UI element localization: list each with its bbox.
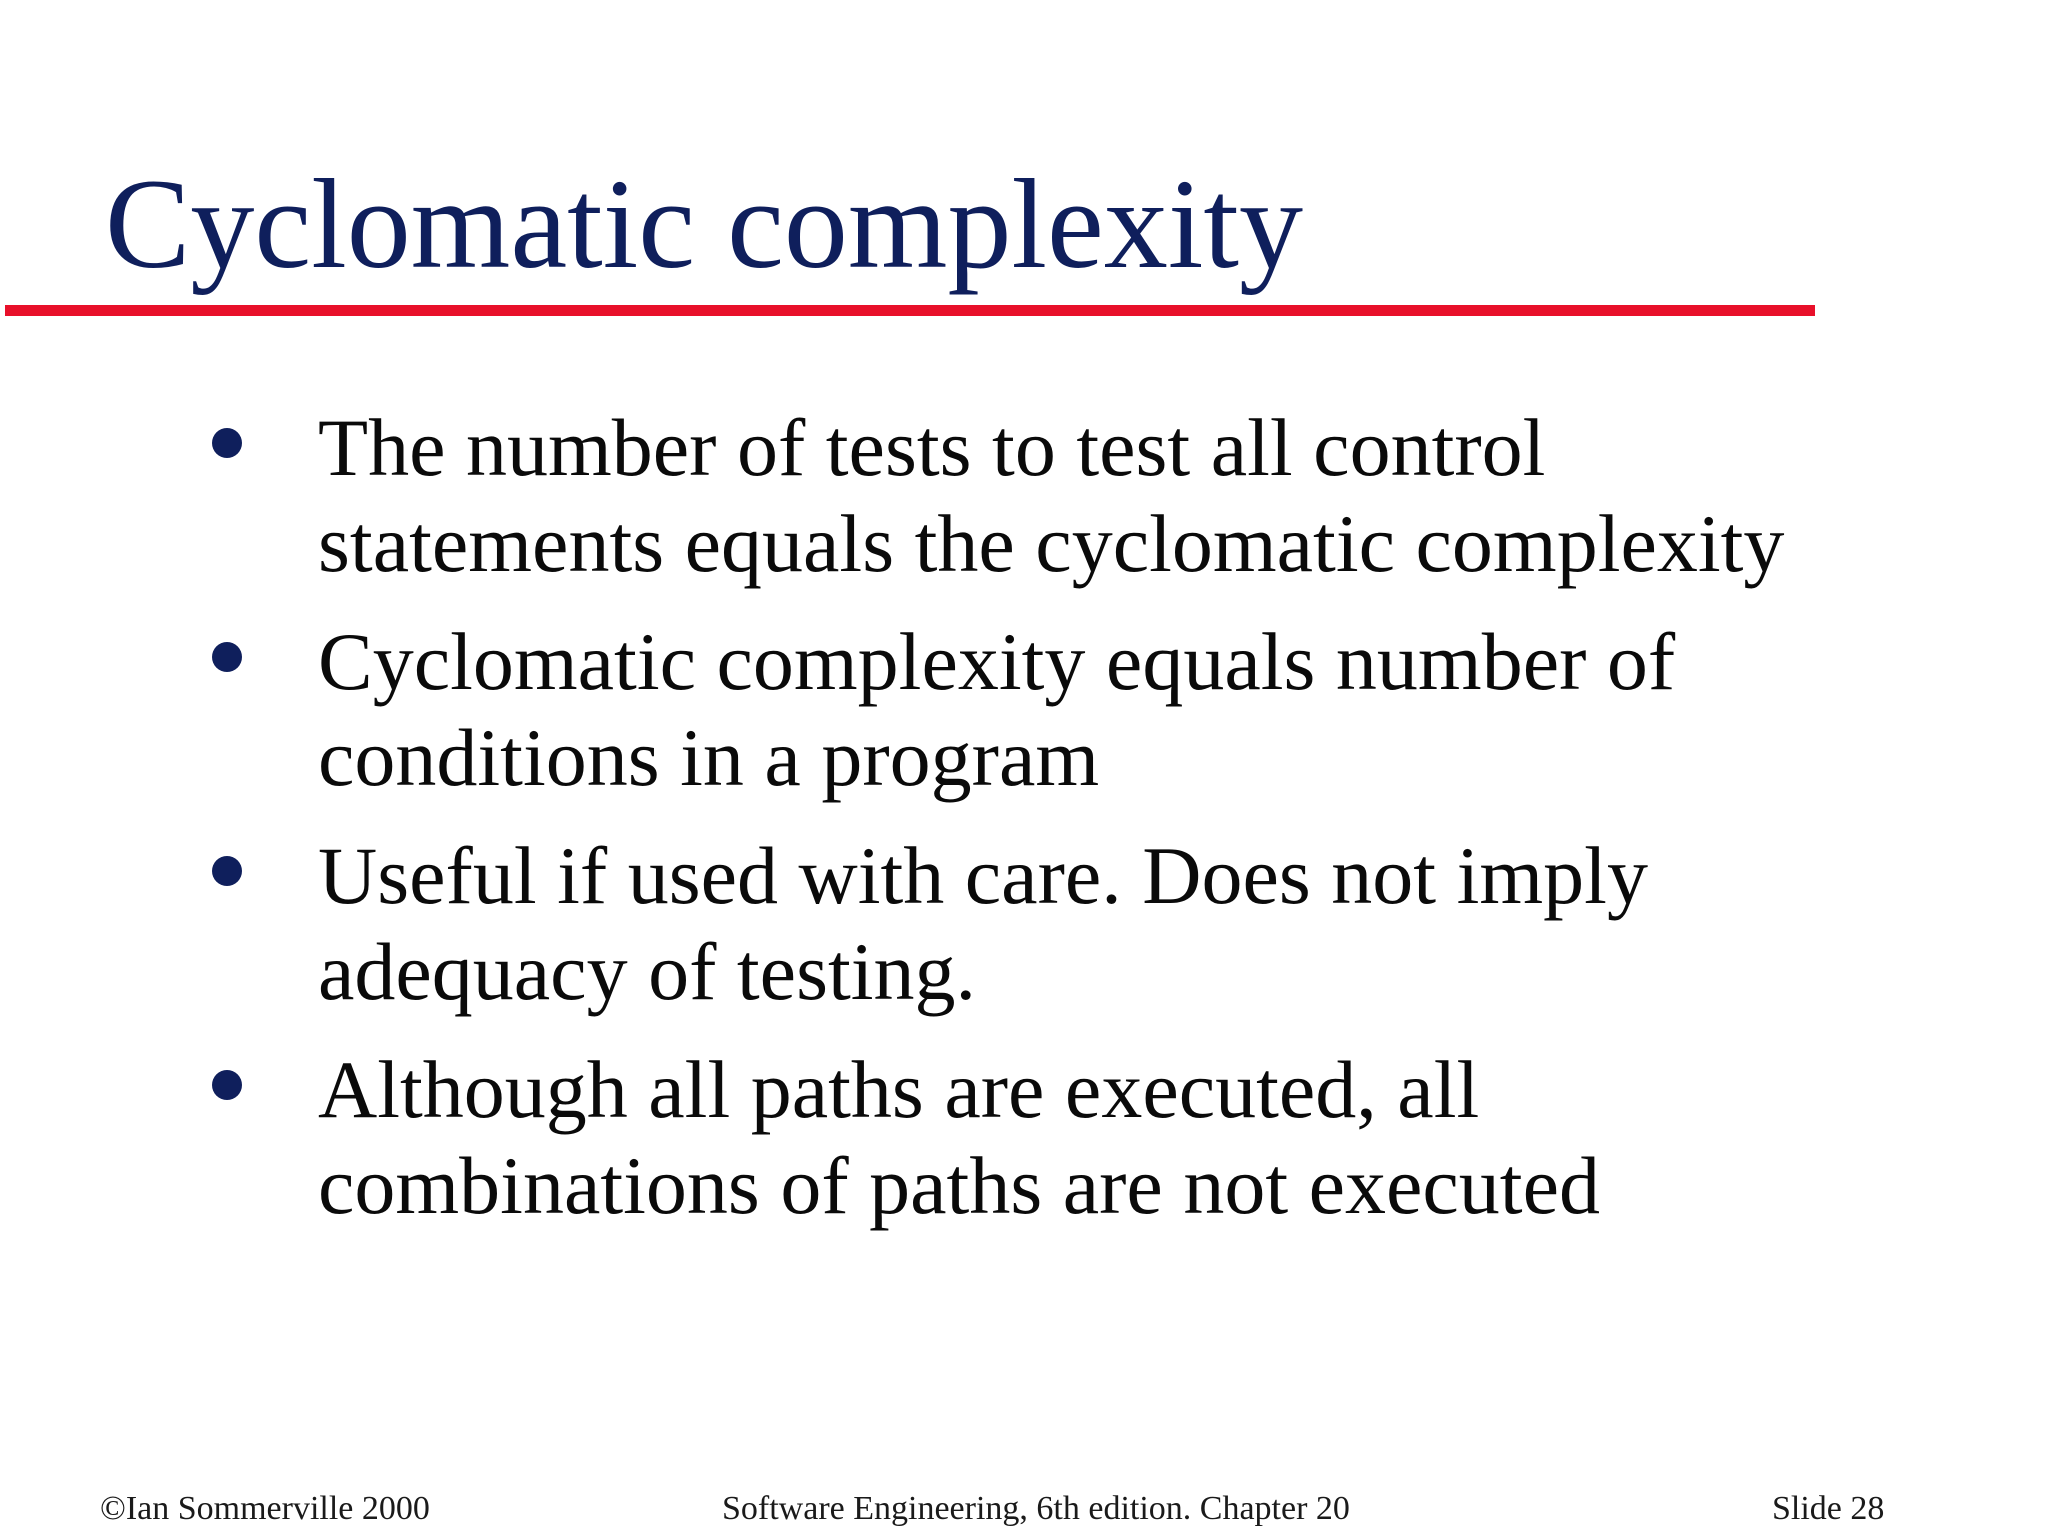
bullet-item <box>200 1042 1900 1234</box>
bullet-text: The number of tests to test all control statements equals the cyclomatic complexity <box>318 402 1785 589</box>
bullet-dot-icon <box>212 856 242 886</box>
footer-slide-number: Slide 28 <box>1772 1490 1885 1527</box>
bullet-text: Useful if used with care. Does not imply adequacy of testing. <box>318 830 1648 1017</box>
bullet-item <box>200 400 1900 592</box>
bullet-text: Cyclomatic complexity equals number of conditions in a program <box>318 616 1676 803</box>
bullet-text: Although all paths are executed, all combinations of paths are not executed <box>318 1044 1600 1231</box>
slide-title: Cyclomatic complexity <box>105 153 1303 295</box>
bullet-dot-icon <box>212 428 242 458</box>
footer-book-title: Software Engineering, 6th edition. Chapter 20 <box>722 1490 1350 1527</box>
bullet-dot-icon <box>212 1070 242 1100</box>
title-underline-rule <box>5 305 1815 316</box>
bullet-list <box>200 400 1900 1256</box>
bullet-dot-icon <box>212 642 242 672</box>
footer-copyright: ©Ian Sommerville 2000 <box>100 1490 430 1527</box>
bullet-item <box>200 828 1900 1020</box>
bullet-item <box>200 614 1900 806</box>
